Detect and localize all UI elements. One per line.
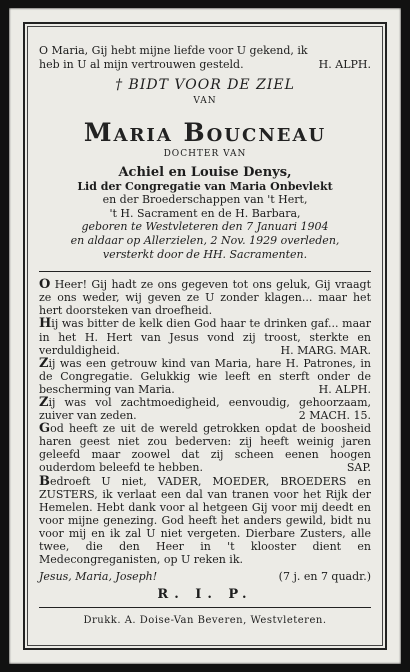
paragraph [39,317,371,356]
printer-credit: Drukk. A. Doise-Van Beveren, Westvleteren. [83,615,327,627]
opening-quote [39,44,371,71]
paragraph-reference: H. ALPH. [318,382,371,396]
brotherhood-line-1: en der Broederschappen van 't Hert, [102,193,308,207]
paragraph [39,422,371,474]
closing-invocation: Jesus, Maria, Joseph! [39,570,158,584]
paragraph-text: Hij was bitter de kelk dien God haar te drinken gaf... maar in het H. Hert van Jesus vond zij troost, sterkte en verduldigheid. [39,316,371,357]
paragraph-reference: 2 MACH. 15. [298,409,371,423]
indulgence-note: (7 j. en 7 quadr.) [278,570,371,584]
quote-line-1: O Maria, Gij hebt mijne liefde voor U gekend, ik [39,44,308,57]
birth-line: geboren te Westvleteren den 7 Januari 1904 [81,220,329,234]
divider-top [39,271,371,272]
paragraph-text: Bedroeft U niet, VADER, MOEDER, BROEDERS en ZUSTERS, ik verlaat een dal van tranen voor het Rijk der Hemelen. Hebt dank voor al hetgeen Gij voor mij deedt en voor mijne genezing. God heeft het anders gewild, bidt nu voor mij en ik zal U niet vergeten. Dierbare Zusters, alle twee, die den Heer in 't klooster dient en Medecongreganisten, op U reken ik. [39,473,371,567]
paragraph [39,475,371,567]
paragraph-reference: SAP. [346,461,371,475]
quote-signature: H. ALPH. [318,57,371,71]
divider-bottom [39,607,371,608]
quote-line-2: heb in U al mijn vertrouwen gesteld. [39,57,244,71]
card-content [39,44,371,628]
brotherhood-line-2: 't H. Sacrament en de H. Barbara, [109,206,301,220]
paragraph-text: O Heer! Gij hadt ze ons gegeven tot ons geluk, Gij vraagt ze ons weder, wij geven ze U zonder klagen... maar het hert doorsteken van droefheid. [39,277,371,318]
daughter-of-label: DOCHTER VAN [163,149,247,160]
death-line: en aldaar op Allerzielen, 2 Nov. 1929 overleden, [70,233,340,247]
paragraph-text: Zij was vol zachtmoedigheid, eenvoudig, gehoorzaam, zuiver van zeden. [39,394,371,423]
prayer-heading: † BIDT VOOR DE ZIEL [115,77,295,94]
memorial-card [9,8,401,664]
sacraments-line: versterkt door de HH. Sacramenten. [102,247,308,261]
congregation-line: Lid der Congregatie van Maria Onbevlekt [77,179,333,193]
parents-names: Achiel en Louise Denys, [118,164,292,180]
paragraph-text: Zij was een getrouw kind van Maria, hare H. Patrones, in de Congregatie. Gelukkig wie leeft en sterft onder de bescherming van Maria. [39,355,371,396]
paragraph [39,278,371,317]
deceased-name: Maria Boucneau [83,118,327,148]
closing-line [39,570,371,584]
memorial-text [39,278,371,566]
rip-text: R. I. P. [157,586,253,602]
van-label: VAN [193,95,217,106]
paragraph-reference: H. MARG. MAR. [280,343,371,357]
paragraph [39,357,371,396]
paragraph-text: God heeft ze uit de wereld getrokken opdat de boosheid haren geest niet zou bederven: zij heeft weinig jaren geleefd maar zoowel dat zij scheen eenen hoogen ouderdom beleefd te hebben. [39,421,371,475]
paragraph [39,396,371,422]
